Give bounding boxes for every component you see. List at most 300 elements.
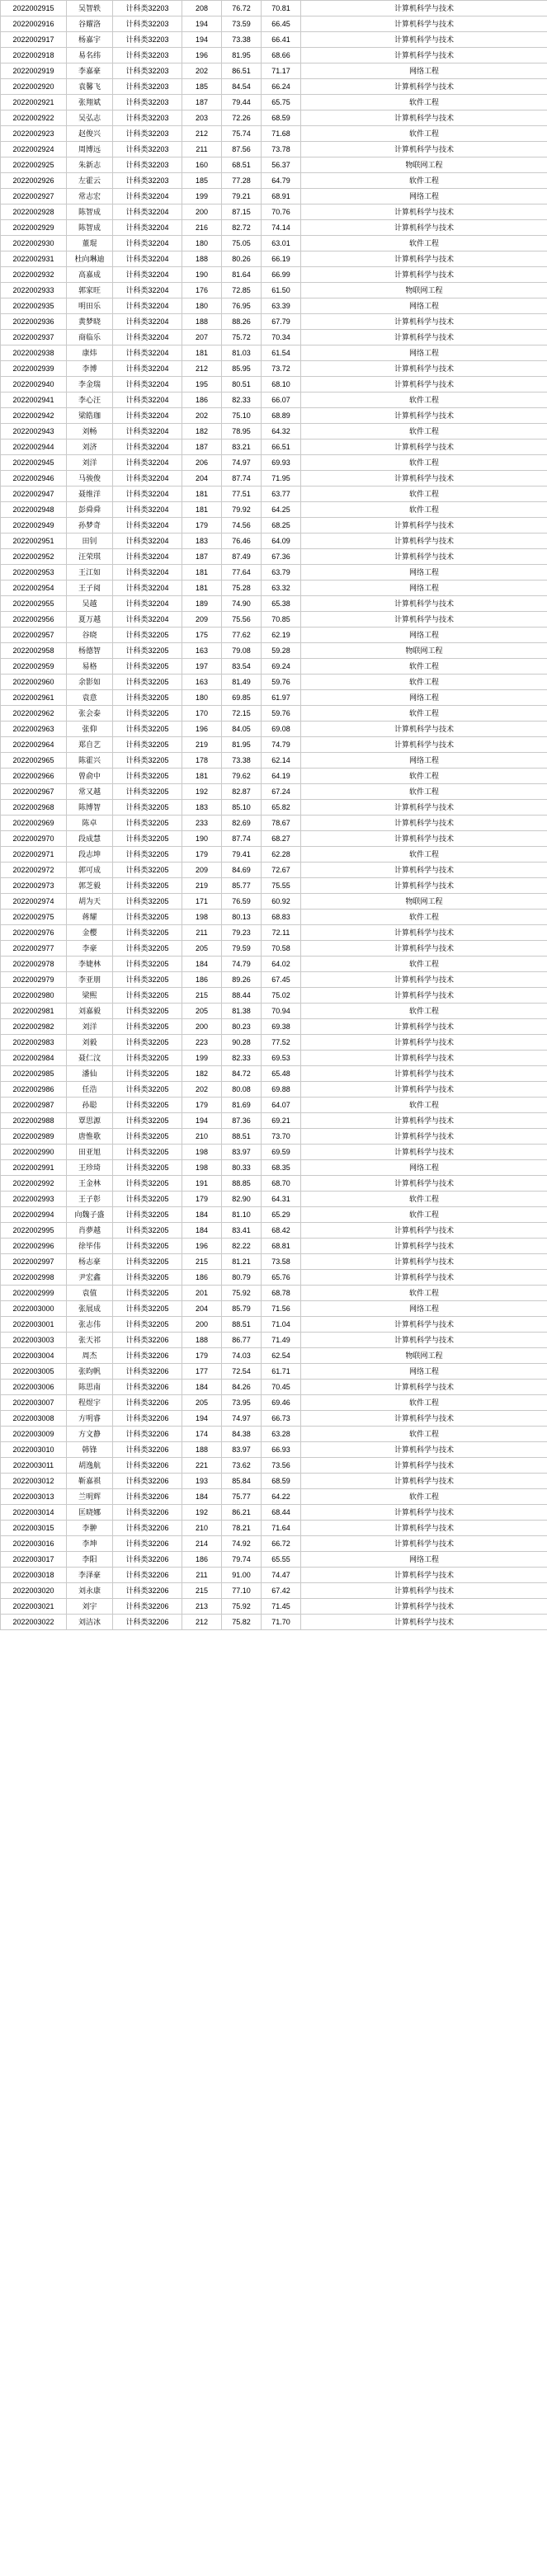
- department-name: 计算机科学与技术: [301, 1442, 547, 1458]
- total-score: 190: [182, 267, 222, 283]
- score-two: 71.68: [262, 126, 301, 142]
- department-name: 计算机科学与技术: [301, 1536, 547, 1552]
- score-one: 79.92: [222, 502, 262, 518]
- total-score: 180: [182, 298, 222, 314]
- department-name: 网络工程: [301, 346, 547, 361]
- table-row: [1, 1333, 547, 1348]
- total-score: 196: [182, 48, 222, 63]
- table-row: [1, 267, 547, 283]
- department-name: 计算机科学与技术: [301, 1254, 547, 1270]
- score-one: 87.15: [222, 204, 262, 220]
- total-score: 170: [182, 706, 222, 722]
- major-code: 计科类32204: [113, 440, 182, 455]
- student-name: 李金瑞: [67, 377, 113, 393]
- table-row: [1, 878, 547, 894]
- examinee-id: 2022002982: [1, 1019, 67, 1035]
- student-name: 马骏俊: [67, 471, 113, 487]
- score-one: 69.85: [222, 690, 262, 706]
- table-row: [1, 1066, 547, 1082]
- student-name: 田亚旭: [67, 1145, 113, 1160]
- score-two: 61.50: [262, 283, 301, 298]
- score-two: 68.70: [262, 1176, 301, 1192]
- examinee-id: 2022003006: [1, 1380, 67, 1395]
- total-score: 163: [182, 675, 222, 690]
- score-one: 86.21: [222, 1505, 262, 1521]
- score-two: 64.19: [262, 769, 301, 784]
- score-two: 68.10: [262, 377, 301, 393]
- table-row: [1, 659, 547, 675]
- score-one: 74.92: [222, 1536, 262, 1552]
- score-two: 64.07: [262, 1098, 301, 1113]
- score-one: 81.21: [222, 1254, 262, 1270]
- department-name: 物联网工程: [301, 894, 547, 910]
- student-name: 谷耀洛: [67, 16, 113, 32]
- examinee-id: 2022002938: [1, 346, 67, 361]
- student-name: 周博远: [67, 142, 113, 157]
- score-two: 66.51: [262, 440, 301, 455]
- student-name: 李婕林: [67, 957, 113, 972]
- major-code: 计科类32204: [113, 251, 182, 267]
- department-name: 软件工程: [301, 126, 547, 142]
- department-name: 软件工程: [301, 1098, 547, 1113]
- score-two: 66.99: [262, 267, 301, 283]
- examinee-id: 2022002988: [1, 1113, 67, 1129]
- department-name: 网络工程: [301, 565, 547, 581]
- examinee-id: 2022002951: [1, 534, 67, 549]
- student-name: 靳嘉祺: [67, 1474, 113, 1489]
- examinee-id: 2022002915: [1, 1, 67, 16]
- total-score: 196: [182, 722, 222, 737]
- major-code: 计科类32205: [113, 1019, 182, 1035]
- department-name: 计算机科学与技术: [301, 1223, 547, 1239]
- department-name: 计算机科学与技术: [301, 1051, 547, 1066]
- department-name: 计算机科学与技术: [301, 1458, 547, 1474]
- department-name: 计算机科学与技术: [301, 1568, 547, 1583]
- major-code: 计科类32205: [113, 925, 182, 941]
- examinee-id: 2022002961: [1, 690, 67, 706]
- total-score: 203: [182, 110, 222, 126]
- total-score: 205: [182, 941, 222, 957]
- score-one: 79.44: [222, 95, 262, 110]
- examinee-id: 2022002941: [1, 393, 67, 408]
- major-code: 计科类32205: [113, 722, 182, 737]
- table-row: [1, 1035, 547, 1051]
- score-two: 69.93: [262, 455, 301, 471]
- major-code: 计科类32203: [113, 1, 182, 16]
- total-score: 189: [182, 596, 222, 612]
- table-row: [1, 95, 547, 110]
- table-row: [1, 1568, 547, 1583]
- department-name: 计算机科学与技术: [301, 251, 547, 267]
- score-one: 79.08: [222, 643, 262, 659]
- total-score: 202: [182, 1082, 222, 1098]
- score-two: 70.76: [262, 204, 301, 220]
- examinee-id: 2022002932: [1, 267, 67, 283]
- student-name: 张翔斌: [67, 95, 113, 110]
- score-two: 71.04: [262, 1317, 301, 1333]
- major-code: 计科类32203: [113, 95, 182, 110]
- major-code: 计科类32205: [113, 1129, 182, 1145]
- student-name: 郑自艺: [67, 737, 113, 753]
- department-name: 计算机科学与技术: [301, 314, 547, 330]
- student-name: 刘洁冰: [67, 1615, 113, 1630]
- examinee-id: 2022003015: [1, 1521, 67, 1536]
- examinee-id: 2022002975: [1, 910, 67, 925]
- table-row: [1, 408, 547, 424]
- score-two: 71.45: [262, 1599, 301, 1615]
- examinee-id: 2022002965: [1, 753, 67, 769]
- total-score: 197: [182, 659, 222, 675]
- score-two: 78.67: [262, 816, 301, 831]
- score-two: 65.55: [262, 1552, 301, 1568]
- total-score: 198: [182, 910, 222, 925]
- total-score: 204: [182, 1301, 222, 1317]
- score-one: 74.97: [222, 455, 262, 471]
- score-two: 69.46: [262, 1395, 301, 1411]
- department-name: 计算机科学与技术: [301, 1521, 547, 1536]
- table-row: [1, 393, 547, 408]
- student-name: 匡晓娜: [67, 1505, 113, 1521]
- major-code: 计科类32204: [113, 346, 182, 361]
- score-two: 69.08: [262, 722, 301, 737]
- student-name: 刘畅: [67, 424, 113, 440]
- student-name: 刘洋: [67, 1019, 113, 1035]
- score-two: 68.25: [262, 518, 301, 534]
- major-code: 计科类32205: [113, 628, 182, 643]
- department-name: 软件工程: [301, 675, 547, 690]
- examinee-id: 2022002972: [1, 863, 67, 878]
- examinee-id: 2022002929: [1, 220, 67, 236]
- table-row: [1, 487, 547, 502]
- major-code: 计科类32205: [113, 1051, 182, 1066]
- major-code: 计科类32204: [113, 189, 182, 204]
- department-name: 网络工程: [301, 63, 547, 79]
- department-name: 计算机科学与技术: [301, 596, 547, 612]
- department-name: 计算机科学与技术: [301, 267, 547, 283]
- examinee-id: 2022002926: [1, 173, 67, 189]
- score-one: 78.95: [222, 424, 262, 440]
- department-name: 软件工程: [301, 1004, 547, 1019]
- table-row: [1, 1113, 547, 1129]
- score-two: 68.27: [262, 831, 301, 847]
- examinee-id: 2022003009: [1, 1427, 67, 1442]
- examinee-id: 2022002992: [1, 1176, 67, 1192]
- table-row: [1, 236, 547, 251]
- total-score: 179: [182, 1348, 222, 1364]
- total-score: 198: [182, 1160, 222, 1176]
- score-two: 67.45: [262, 972, 301, 988]
- total-score: 163: [182, 643, 222, 659]
- total-score: 178: [182, 753, 222, 769]
- table-row: [1, 1380, 547, 1395]
- score-two: 61.54: [262, 346, 301, 361]
- score-one: 73.62: [222, 1458, 262, 1474]
- examinee-id: 2022002995: [1, 1223, 67, 1239]
- score-two: 74.47: [262, 1568, 301, 1583]
- table-row: [1, 32, 547, 48]
- score-one: 75.28: [222, 581, 262, 596]
- department-name: 软件工程: [301, 424, 547, 440]
- score-one: 88.44: [222, 988, 262, 1004]
- student-name: 程煜宇: [67, 1395, 113, 1411]
- examinee-id: 2022002954: [1, 581, 67, 596]
- total-score: 219: [182, 737, 222, 753]
- student-name: 明田乐: [67, 298, 113, 314]
- score-two: 64.25: [262, 502, 301, 518]
- score-one: 68.51: [222, 157, 262, 173]
- score-one: 83.54: [222, 659, 262, 675]
- department-name: 计算机科学与技术: [301, 1615, 547, 1630]
- table-row: [1, 1521, 547, 1536]
- department-name: 软件工程: [301, 1427, 547, 1442]
- major-code: 计科类32205: [113, 1160, 182, 1176]
- score-two: 66.72: [262, 1536, 301, 1552]
- score-one: 74.56: [222, 518, 262, 534]
- score-two: 59.76: [262, 706, 301, 722]
- table-row: [1, 173, 547, 189]
- major-code: 计科类32205: [113, 1113, 182, 1129]
- total-score: 194: [182, 32, 222, 48]
- student-name: 张会泰: [67, 706, 113, 722]
- major-code: 计科类32205: [113, 1192, 182, 1207]
- examinee-id: 2022002948: [1, 502, 67, 518]
- table-row: [1, 1286, 547, 1301]
- score-two: 67.79: [262, 314, 301, 330]
- score-one: 79.74: [222, 1552, 262, 1568]
- score-one: 73.59: [222, 16, 262, 32]
- major-code: 计科类32203: [113, 63, 182, 79]
- major-code: 计科类32206: [113, 1333, 182, 1348]
- major-code: 计科类32206: [113, 1489, 182, 1505]
- score-two: 59.76: [262, 675, 301, 690]
- department-name: 软件工程: [301, 769, 547, 784]
- total-score: 179: [182, 1192, 222, 1207]
- score-two: 66.24: [262, 79, 301, 95]
- student-name: 李豪: [67, 941, 113, 957]
- score-two: 64.22: [262, 1489, 301, 1505]
- examinee-id: 2022003000: [1, 1301, 67, 1317]
- score-one: 72.85: [222, 283, 262, 298]
- score-two: 70.81: [262, 1, 301, 16]
- total-score: 187: [182, 549, 222, 565]
- major-code: 计科类32205: [113, 910, 182, 925]
- examinee-id: 2022002968: [1, 800, 67, 816]
- table-row: [1, 1348, 547, 1364]
- department-name: 计算机科学与技术: [301, 220, 547, 236]
- examinee-id: 2022002959: [1, 659, 67, 675]
- student-name: 尹宏鑫: [67, 1270, 113, 1286]
- table-row: [1, 1254, 547, 1270]
- major-code: 计科类32203: [113, 110, 182, 126]
- major-code: 计科类32205: [113, 847, 182, 863]
- score-two: 68.42: [262, 1223, 301, 1239]
- table-row: [1, 1505, 547, 1521]
- examinee-id: 2022002978: [1, 957, 67, 972]
- examinee-id: 2022002996: [1, 1239, 67, 1254]
- score-two: 62.28: [262, 847, 301, 863]
- score-two: 68.91: [262, 189, 301, 204]
- student-name: 胡逸航: [67, 1458, 113, 1474]
- score-one: 81.95: [222, 737, 262, 753]
- score-one: 80.13: [222, 910, 262, 925]
- major-code: 计科类32205: [113, 706, 182, 722]
- total-score: 209: [182, 612, 222, 628]
- student-name: 杜向琳迪: [67, 251, 113, 267]
- score-one: 83.21: [222, 440, 262, 455]
- department-name: 计算机科学与技术: [301, 518, 547, 534]
- total-score: 213: [182, 1599, 222, 1615]
- major-code: 计科类32204: [113, 487, 182, 502]
- department-name: 网络工程: [301, 690, 547, 706]
- total-score: 215: [182, 1583, 222, 1599]
- table-row: [1, 1536, 547, 1552]
- total-score: 221: [182, 1458, 222, 1474]
- examinee-id: 2022002942: [1, 408, 67, 424]
- department-name: 计算机科学与技术: [301, 1082, 547, 1098]
- major-code: 计科类32205: [113, 863, 182, 878]
- examinee-id: 2022002984: [1, 1051, 67, 1066]
- major-code: 计科类32206: [113, 1427, 182, 1442]
- student-name: 刘洋: [67, 455, 113, 471]
- examinee-id: 2022002963: [1, 722, 67, 737]
- table-row: [1, 189, 547, 204]
- score-one: 78.21: [222, 1521, 262, 1536]
- major-code: 计科类32203: [113, 142, 182, 157]
- table-row: [1, 126, 547, 142]
- table-row: [1, 298, 547, 314]
- examinee-id: 2022003013: [1, 1489, 67, 1505]
- score-two: 70.58: [262, 941, 301, 957]
- examinee-id: 2022003010: [1, 1442, 67, 1458]
- examinee-id: 2022002969: [1, 816, 67, 831]
- major-code: 计科类32204: [113, 581, 182, 596]
- table-row: [1, 1583, 547, 1599]
- student-name: 张昀帆: [67, 1364, 113, 1380]
- examinee-id: 2022002933: [1, 283, 67, 298]
- table-row: [1, 753, 547, 769]
- score-one: 81.49: [222, 675, 262, 690]
- major-code: 计科类32206: [113, 1474, 182, 1489]
- score-one: 82.69: [222, 816, 262, 831]
- department-name: 计算机科学与技术: [301, 16, 547, 32]
- score-one: 73.95: [222, 1395, 262, 1411]
- score-one: 72.26: [222, 110, 262, 126]
- score-one: 84.38: [222, 1427, 262, 1442]
- score-one: 73.38: [222, 32, 262, 48]
- score-two: 62.14: [262, 753, 301, 769]
- department-name: 计算机科学与技术: [301, 816, 547, 831]
- score-one: 80.08: [222, 1082, 262, 1098]
- department-name: 计算机科学与技术: [301, 1583, 547, 1599]
- score-table-body: [1, 1, 547, 1630]
- examinee-id: 2022002973: [1, 878, 67, 894]
- table-row: [1, 1270, 547, 1286]
- student-name: 王金林: [67, 1176, 113, 1192]
- score-one: 88.51: [222, 1317, 262, 1333]
- score-one: 84.54: [222, 79, 262, 95]
- major-code: 计科类32204: [113, 298, 182, 314]
- examinee-id: 2022003001: [1, 1317, 67, 1333]
- examinee-id: 2022003008: [1, 1411, 67, 1427]
- table-row: [1, 283, 547, 298]
- examinee-id: 2022002993: [1, 1192, 67, 1207]
- total-score: 186: [182, 1270, 222, 1286]
- total-score: 182: [182, 424, 222, 440]
- major-code: 计科类32206: [113, 1521, 182, 1536]
- examinee-id: 2022002947: [1, 487, 67, 502]
- score-two: 65.29: [262, 1207, 301, 1223]
- major-code: 计科类32203: [113, 157, 182, 173]
- major-code: 计科类32204: [113, 612, 182, 628]
- student-name: 梁熙: [67, 988, 113, 1004]
- table-row: [1, 502, 547, 518]
- department-name: 计算机科学与技术: [301, 1505, 547, 1521]
- total-score: 184: [182, 1489, 222, 1505]
- total-score: 181: [182, 346, 222, 361]
- total-score: 194: [182, 1113, 222, 1129]
- examinee-id: 2022003012: [1, 1474, 67, 1489]
- student-name: 陈霍兴: [67, 753, 113, 769]
- score-one: 74.79: [222, 957, 262, 972]
- table-row: [1, 831, 547, 847]
- score-two: 73.56: [262, 1458, 301, 1474]
- examinee-id: 2022002916: [1, 16, 67, 32]
- student-name: 李坤: [67, 1536, 113, 1552]
- score-two: 68.59: [262, 1474, 301, 1489]
- department-name: 计算机科学与技术: [301, 471, 547, 487]
- score-one: 90.28: [222, 1035, 262, 1051]
- total-score: 210: [182, 1521, 222, 1536]
- total-score: 233: [182, 816, 222, 831]
- student-name: 刘嘉毅: [67, 1004, 113, 1019]
- student-name: 徐毕伟: [67, 1239, 113, 1254]
- score-two: 68.81: [262, 1239, 301, 1254]
- examinee-id: 2022003021: [1, 1599, 67, 1615]
- student-name: 杨嘉宇: [67, 32, 113, 48]
- table-row: [1, 675, 547, 690]
- major-code: 计科类32206: [113, 1411, 182, 1427]
- department-name: 计算机科学与技术: [301, 737, 547, 753]
- table-row: [1, 220, 547, 236]
- score-two: 68.44: [262, 1505, 301, 1521]
- student-name: 刘宇: [67, 1599, 113, 1615]
- total-score: 188: [182, 251, 222, 267]
- student-name: 张展成: [67, 1301, 113, 1317]
- table-row: [1, 800, 547, 816]
- department-name: 网络工程: [301, 628, 547, 643]
- total-score: 179: [182, 518, 222, 534]
- score-two: 69.24: [262, 659, 301, 675]
- major-code: 计科类32205: [113, 894, 182, 910]
- examinee-id: 2022002930: [1, 236, 67, 251]
- department-name: 网络工程: [301, 298, 547, 314]
- score-two: 69.59: [262, 1145, 301, 1160]
- table-row: [1, 894, 547, 910]
- score-one: 76.95: [222, 298, 262, 314]
- table-row: [1, 1599, 547, 1615]
- examinee-id: 2022002958: [1, 643, 67, 659]
- table-row: [1, 1223, 547, 1239]
- student-name: 王子彰: [67, 1192, 113, 1207]
- major-code: 计科类32204: [113, 361, 182, 377]
- department-name: 计算机科学与技术: [301, 1599, 547, 1615]
- score-two: 72.11: [262, 925, 301, 941]
- table-row: [1, 534, 547, 549]
- department-name: 计算机科学与技术: [301, 361, 547, 377]
- total-score: 204: [182, 471, 222, 487]
- major-code: 计科类32203: [113, 48, 182, 63]
- table-row: [1, 722, 547, 737]
